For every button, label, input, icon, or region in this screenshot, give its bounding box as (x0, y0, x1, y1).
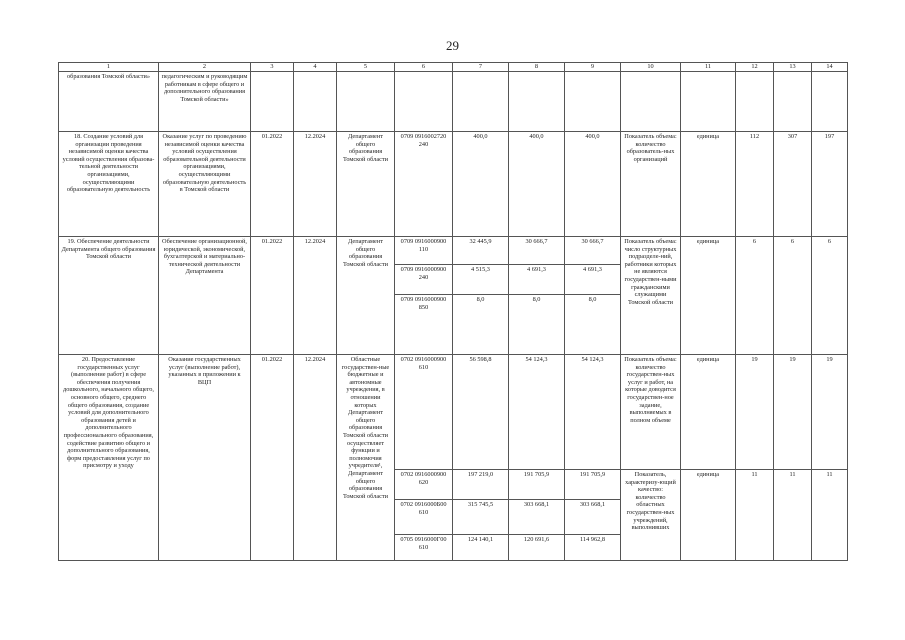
column-number: 10 (621, 63, 681, 72)
cell-value-2024: 19 (812, 355, 848, 470)
cell-task: Оказание государственных услуг (выполнение работ), указанных в приложении к ВЦП (159, 355, 251, 561)
cell-amount-2023: 4 691,3 (509, 265, 565, 295)
cell-amount-2023: 30 666,7 (509, 237, 565, 265)
cell-amount-2022: 315 745,5 (453, 500, 509, 535)
cell-value-2022: 112 (736, 132, 774, 237)
cell-code: 0709 0916000900 110 (395, 237, 453, 265)
cell-code: 0702 0916000900 610 (395, 355, 453, 470)
program-table (58, 62, 848, 561)
column-number: 9 (565, 63, 621, 72)
cell-value-2023: 11 (774, 470, 812, 561)
cell-executor: Департамент общего образования Томской области (337, 132, 395, 237)
cell-value-2022: 6 (736, 237, 774, 355)
table-row-18 (59, 132, 848, 237)
cell-unit: единица (681, 470, 736, 561)
cell-end: 12.2024 (294, 237, 337, 355)
cell-amount-2024: 30 666,7 (565, 237, 621, 265)
cell-amount-2022: 124 140,1 (453, 535, 509, 561)
cell-event: 20. Предоставление государственных услуг (выполнение работ) в сфере обеспечения получения дошкольного, начального общего, основного общего, среднего общего образования, создание условий для дополнительного образования детей и дополнительного профессионального образования, содействие развитию общего и дополнительного образования, форм предоставления услуг по присмотру и уходу (59, 355, 159, 561)
cell-event: 19. Обеспечение деятельности Департамента общего образования Томской области (59, 237, 159, 355)
column-number: 4 (294, 63, 337, 72)
cell-code: 0702 0916000900 620 (395, 470, 453, 500)
cell-indicator: Показатель объема: число структурных подразделе-ний, работники которых не являются государствен-ными гражданскими служащими Томской области (621, 237, 681, 355)
cell-indicator: Показатель объема: количество образователь-ных организаций (621, 132, 681, 237)
cell-amount-2022: 4 515,3 (453, 265, 509, 295)
cell-amount-2023: 191 705,9 (509, 470, 565, 500)
cell-end: 12.2024 (294, 132, 337, 237)
cell-amount-2023: 8,0 (509, 295, 565, 355)
cell-task: Обеспечение организационной, юридической, экономической, бухгалтерской и материально-технической деятельности Департамента (159, 237, 251, 355)
table-row-continuation (59, 72, 848, 132)
cell-start: 01.2022 (251, 355, 294, 561)
cell-executor: Областные государствен-ные бюджетные и автономные учреждения, в отношении которых Департамент общего образования Томской области осуществляет функции и полномочия учредителя¹, Департамент общего образования Томской области (337, 355, 395, 561)
cell-amount-2024: 54 124,3 (565, 355, 621, 470)
cell-amount-2022: 32 445,9 (453, 237, 509, 265)
cell-value-2023: 6 (774, 237, 812, 355)
column-number: 1 (59, 63, 159, 72)
cell-amount-2024: 4 691,3 (565, 265, 621, 295)
cell-code: 0709 0916000900 850 (395, 295, 453, 355)
cell-unit: единица (681, 132, 736, 237)
table-row-19 (59, 237, 848, 265)
column-number: 14 (812, 63, 848, 72)
cell-amount-2023: 120 691,6 (509, 535, 565, 561)
cell-start: 01.2022 (251, 237, 294, 355)
cell-amount-2023: 303 668,1 (509, 500, 565, 535)
cell-executor: Департамент общего образования Томской области (337, 237, 395, 355)
cell-unit: единица (681, 355, 736, 470)
cell-event: образования Томской области» (59, 72, 159, 132)
cell-code: 0709 0916002720 240 (395, 132, 453, 237)
cell-value-2024: 197 (812, 132, 848, 237)
column-number: 8 (509, 63, 565, 72)
cell-task: Оказание услуг по проведению независимой оценки качества условий осуществления образовательной деятельности организациями, осуществляющими образовательную деятельность в Томской области (159, 132, 251, 237)
column-number: 12 (736, 63, 774, 72)
cell-value-2022: 11 (736, 470, 774, 561)
cell-indicator: Показатель объема: количество государствен-ных услуг и работ, на которые доводится государствен-ное задание, выполняемых в полном объеме (621, 355, 681, 470)
cell-amount-2024: 303 668,1 (565, 500, 621, 535)
cell-value-2024: 11 (812, 470, 848, 561)
column-number: 6 (395, 63, 453, 72)
table-row-20 (59, 355, 848, 470)
cell-event: 18. Создание условий для организации проведения независимой оценки качества условий осуществления образова-тельной деятельности организациями, осуществляющими образовательную деятельность (59, 132, 159, 237)
cell-indicator: Показатель, характеризу-ющий качество: количество областных государствен-ных учреждений, выполнивших (621, 470, 681, 561)
column-number: 13 (774, 63, 812, 72)
cell-unit: единица (681, 237, 736, 355)
cell-value-2024: 6 (812, 237, 848, 355)
column-number: 5 (337, 63, 395, 72)
cell-task: педагогическим и руководящим работникам в сфере общего и дополнительного образования Томской области» (159, 72, 251, 132)
column-number-row (59, 63, 848, 72)
cell-value-2023: 307 (774, 132, 812, 237)
column-number: 3 (251, 63, 294, 72)
cell-amount-2023: 54 124,3 (509, 355, 565, 470)
column-number: 11 (681, 63, 736, 72)
cell-amount-2024: 114 962,8 (565, 535, 621, 561)
cell-code: 0702 0916000Б00 610 (395, 500, 453, 535)
cell-end: 12.2024 (294, 355, 337, 561)
column-number: 7 (453, 63, 509, 72)
page-number: 29 (446, 38, 459, 53)
cell-value-2022: 19 (736, 355, 774, 470)
cell-start: 01.2022 (251, 132, 294, 237)
cell-amount-2022: 197 219,0 (453, 470, 509, 500)
cell-code: 0705 0916000Г00 610 (395, 535, 453, 561)
cell-amount-2022: 56 598,8 (453, 355, 509, 470)
cell-value-2023: 19 (774, 355, 812, 470)
cell-amount-2022: 8,0 (453, 295, 509, 355)
cell-amount-2023: 400,0 (509, 132, 565, 237)
cell-amount-2022: 400,0 (453, 132, 509, 237)
cell-amount-2024: 400,0 (565, 132, 621, 237)
cell-amount-2024: 8,0 (565, 295, 621, 355)
column-number: 2 (159, 63, 251, 72)
cell-code: 0709 0916000900 240 (395, 265, 453, 295)
cell-amount-2024: 191 705,9 (565, 470, 621, 500)
